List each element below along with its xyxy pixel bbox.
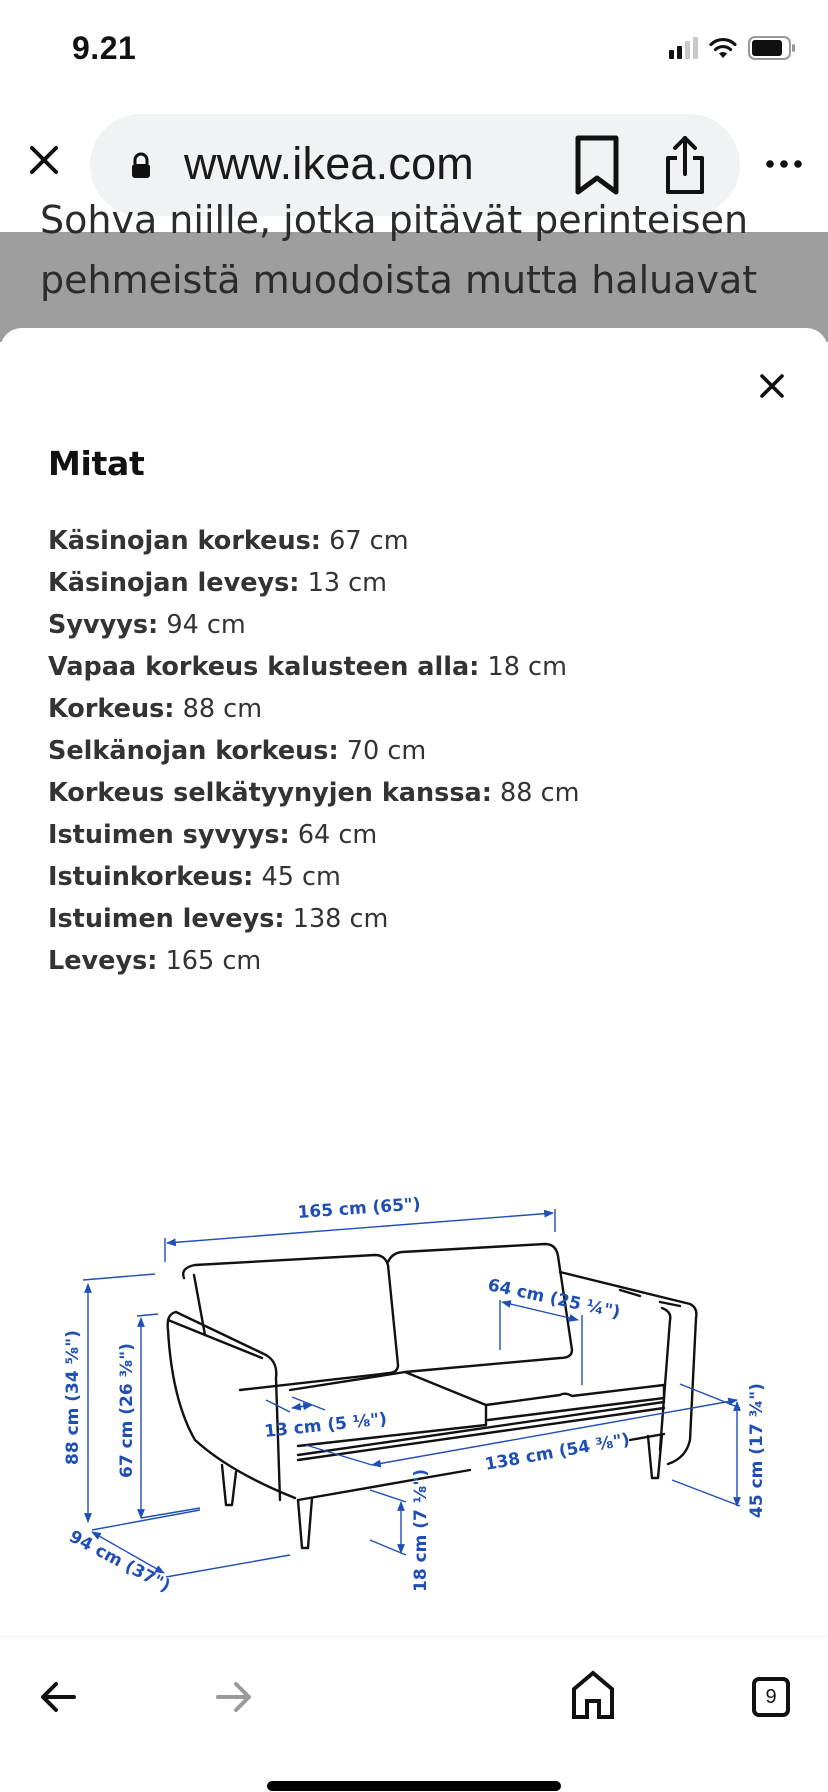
more-icon bbox=[764, 154, 804, 174]
dimension-item bbox=[48, 730, 579, 772]
page-backdrop[interactable] bbox=[0, 198, 828, 342]
dimension-label: Selkänojan korkeus: bbox=[48, 736, 339, 766]
dimension-item bbox=[48, 898, 579, 940]
label-total-height: 88 cm (34 ⅝") bbox=[63, 1330, 83, 1465]
dimension-label: Syvyys: bbox=[48, 610, 159, 640]
close-icon bbox=[22, 138, 66, 182]
bookmark-icon bbox=[570, 134, 624, 196]
status-icons bbox=[669, 36, 796, 60]
label-seat-height: 45 cm (17 ¾") bbox=[747, 1383, 767, 1518]
dimension-item bbox=[48, 772, 579, 814]
dimension-value: 70 cm bbox=[346, 736, 427, 766]
dimension-label: Leveys: bbox=[48, 946, 158, 976]
dimension-label: Istuimen leveys: bbox=[48, 904, 285, 934]
share-icon bbox=[660, 134, 710, 198]
background-text-line: Sohva niille, jotka pitävät perinteisen bbox=[40, 198, 749, 242]
battery-icon bbox=[748, 36, 796, 60]
back-button[interactable] bbox=[34, 1673, 82, 1721]
dimension-value: 64 cm bbox=[297, 820, 378, 850]
dimension-value: 67 cm bbox=[329, 526, 409, 556]
dimension-value: 18 cm bbox=[487, 652, 567, 682]
dimension-value: 88 cm bbox=[500, 778, 580, 808]
dimension-value: 165 cm bbox=[165, 946, 262, 976]
dimension-label: Korkeus selkätyynyjen kanssa: bbox=[48, 778, 492, 808]
back-arrow-icon bbox=[34, 1673, 82, 1721]
sheet-title: Mitat bbox=[48, 444, 145, 483]
close-icon bbox=[752, 366, 792, 406]
dimension-label: Istuinkorkeus: bbox=[48, 862, 254, 892]
sofa-drawing bbox=[168, 1244, 697, 1548]
label-armrest-height: 67 cm (26 ⅜") bbox=[117, 1343, 137, 1478]
dimension-value: 45 cm bbox=[261, 862, 341, 892]
dimension-label: Käsinojan korkeus: bbox=[48, 526, 322, 556]
dimension-item bbox=[48, 856, 579, 898]
label-depth: 94 cm (37") bbox=[65, 1526, 174, 1597]
dimension-item bbox=[48, 604, 579, 646]
lock-icon bbox=[130, 152, 152, 180]
more-button[interactable] bbox=[764, 154, 804, 174]
dimension-item bbox=[48, 520, 579, 562]
label-seat-depth: 64 cm (25 ¼") bbox=[485, 1275, 623, 1323]
dimension-value: 94 cm bbox=[166, 610, 246, 640]
dimension-item bbox=[48, 814, 579, 856]
dimension-item bbox=[48, 562, 579, 604]
background-text-line: pehmeistä muodoista mutta haluavat bbox=[40, 258, 758, 302]
home-indicator[interactable] bbox=[267, 1781, 561, 1791]
dimension-value: 88 cm bbox=[182, 694, 263, 724]
home-button[interactable] bbox=[568, 1669, 618, 1721]
dimensions-list bbox=[48, 520, 579, 982]
url-text[interactable]: www.ikea.com bbox=[184, 138, 474, 189]
cellular-signal-icon bbox=[669, 37, 698, 59]
dimension-item bbox=[48, 646, 579, 688]
dimension-label: Vapaa korkeus kalusteen alla: bbox=[48, 652, 480, 682]
sheet-close-button[interactable] bbox=[752, 366, 792, 406]
share-button[interactable] bbox=[660, 134, 710, 198]
dimensions-sheet bbox=[0, 328, 828, 1638]
dimension-label: Korkeus: bbox=[48, 694, 175, 724]
forward-arrow-icon bbox=[210, 1673, 258, 1721]
dimension-label: Käsinojan leveys: bbox=[48, 568, 300, 598]
label-width: 165 cm (65") bbox=[296, 1194, 422, 1223]
wifi-icon bbox=[708, 36, 738, 60]
label-armrest-width: 13 cm (5 ⅛") bbox=[263, 1409, 388, 1442]
close-tab-button[interactable] bbox=[22, 138, 66, 182]
status-bar bbox=[0, 0, 828, 100]
bookmark-button[interactable] bbox=[570, 134, 624, 196]
dimension-item bbox=[48, 688, 579, 730]
label-seat-width: 138 cm (54 ⅜") bbox=[483, 1429, 632, 1475]
status-time: 9.21 bbox=[72, 30, 137, 66]
forward-button[interactable] bbox=[210, 1673, 258, 1721]
label-free-height: 18 cm (7 ⅛") bbox=[411, 1468, 431, 1592]
tabs-button[interactable]: 9 bbox=[752, 1677, 790, 1717]
home-icon bbox=[568, 1669, 618, 1721]
browser-toolbar bbox=[0, 1636, 828, 1792]
dimension-value: 138 cm bbox=[292, 904, 389, 934]
dimension-value: 13 cm bbox=[307, 568, 388, 598]
dimension-item bbox=[48, 940, 579, 982]
dimension-label: Istuimen syvyys: bbox=[48, 820, 290, 850]
